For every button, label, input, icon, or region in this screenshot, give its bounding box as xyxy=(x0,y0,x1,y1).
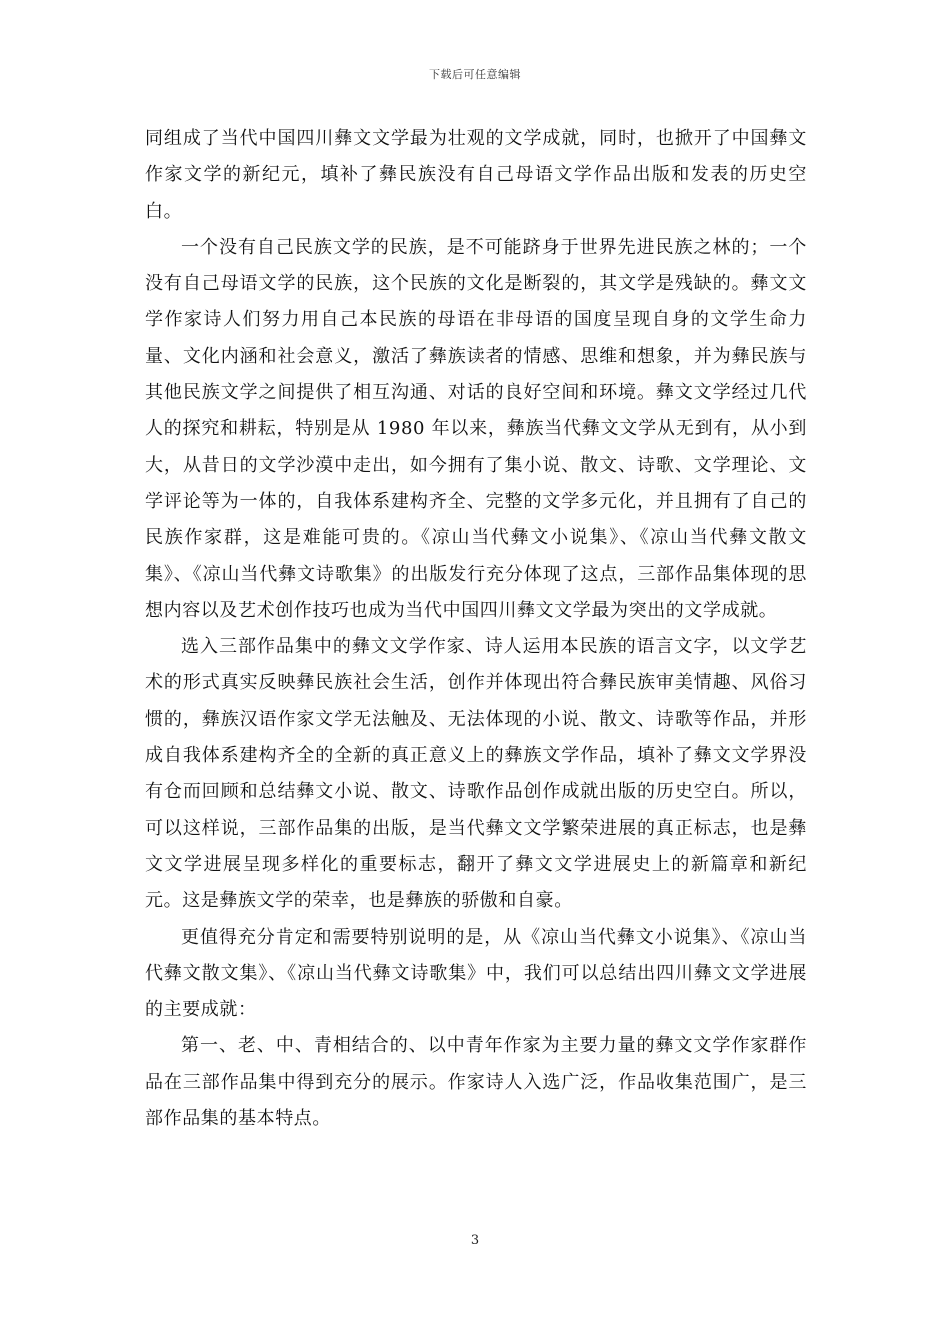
header-note: 下载后可任意编辑 xyxy=(429,68,521,81)
paragraph-2: 一个没有自己民族文学的民族，是不可能跻身于世界先进民族之林的；一个没有自己母语文学的民族，这个民族的文化是断裂的，其文学是残缺的。彝文文学作家诗人们努力用自己本民族的母语在非母语的国度呈现自身的文学生命力量、文化内涵和社会意义，激活了彝族读者的情感、思维和想象，并为彝民族与其他民族文学之间提供了相互沟通、对话的良好空间和环境。彝文文学经过几代人的探究和耕耘，特别是从 1980 年以来，彝族当代彝文文学从无到有，从小到大，从昔日的文学沙漠中走出，如今拥有了集小说、散文、诗歌、文学理论、文学评论等为一体的，自我体系建构齐全、完整的文学多元化，并且拥有了自己的民族作家群，这是难能可贵的。《凉山当代彝文小说集》、《凉山当代彝文散文集》、《凉山当代彝文诗歌集》的出版发行充分体现了这点，三部作品集体现的思想内容以及艺术创作技巧也成为当代中国四川彝文文学最为突出的文学成就。 xyxy=(145,236,807,621)
paragraph-5: 第一、老、中、青相结合的、以中青年作家为主要力量的彝文文学作家群作品在三部作品集中得到充分的展示。作家诗人入选广泛，作品收集范围广，是三部作品集的基本特点。 xyxy=(145,1035,807,1130)
paragraph-3: 选入三部作品集中的彝文文学作家、诗人运用本民族的语言文字，以文学艺术的形式真实反映彝民族社会生活，创作并体现出符合彝民族审美情趣、风俗习惯的，彝族汉语作家文学无法触及、无法体现的小说、散文、诗歌等作品，并形成自我体系建构齐全的全新的真正意义上的彝族文学作品，填补了彝文文学界没有仓而回顾和总结彝文小说、散文、诗歌作品创作成就出版的历史空白。所以，可以这样说，三部作品集的出版，是当代彝文文学繁荣进展的真正标志，也是彝文文学进展呈现多样化的重要标志，翻开了彝文文学进展史上的新篇章和新纪元。这是彝族文学的荣幸，也是彝族的骄傲和自豪。 xyxy=(145,636,807,912)
page-number: 3 xyxy=(470,1233,480,1248)
paragraph-1: 同组成了当代中国四川彝文文学最为壮观的文学成就，同时，也掀开了中国彝文作家文学的新纪元，填补了彝民族没有自己母语文学作品出版和发表的历史空白。 xyxy=(145,128,807,222)
document-body xyxy=(145,121,807,1137)
paragraph-4: 更值得充分肯定和需要特别说明的是，从《凉山当代彝文小说集》、《凉山当代彝文散文集》、《凉山当代彝文诗歌集》中，我们可以总结出四川彝文文学进展的主要成就： xyxy=(145,926,807,1021)
